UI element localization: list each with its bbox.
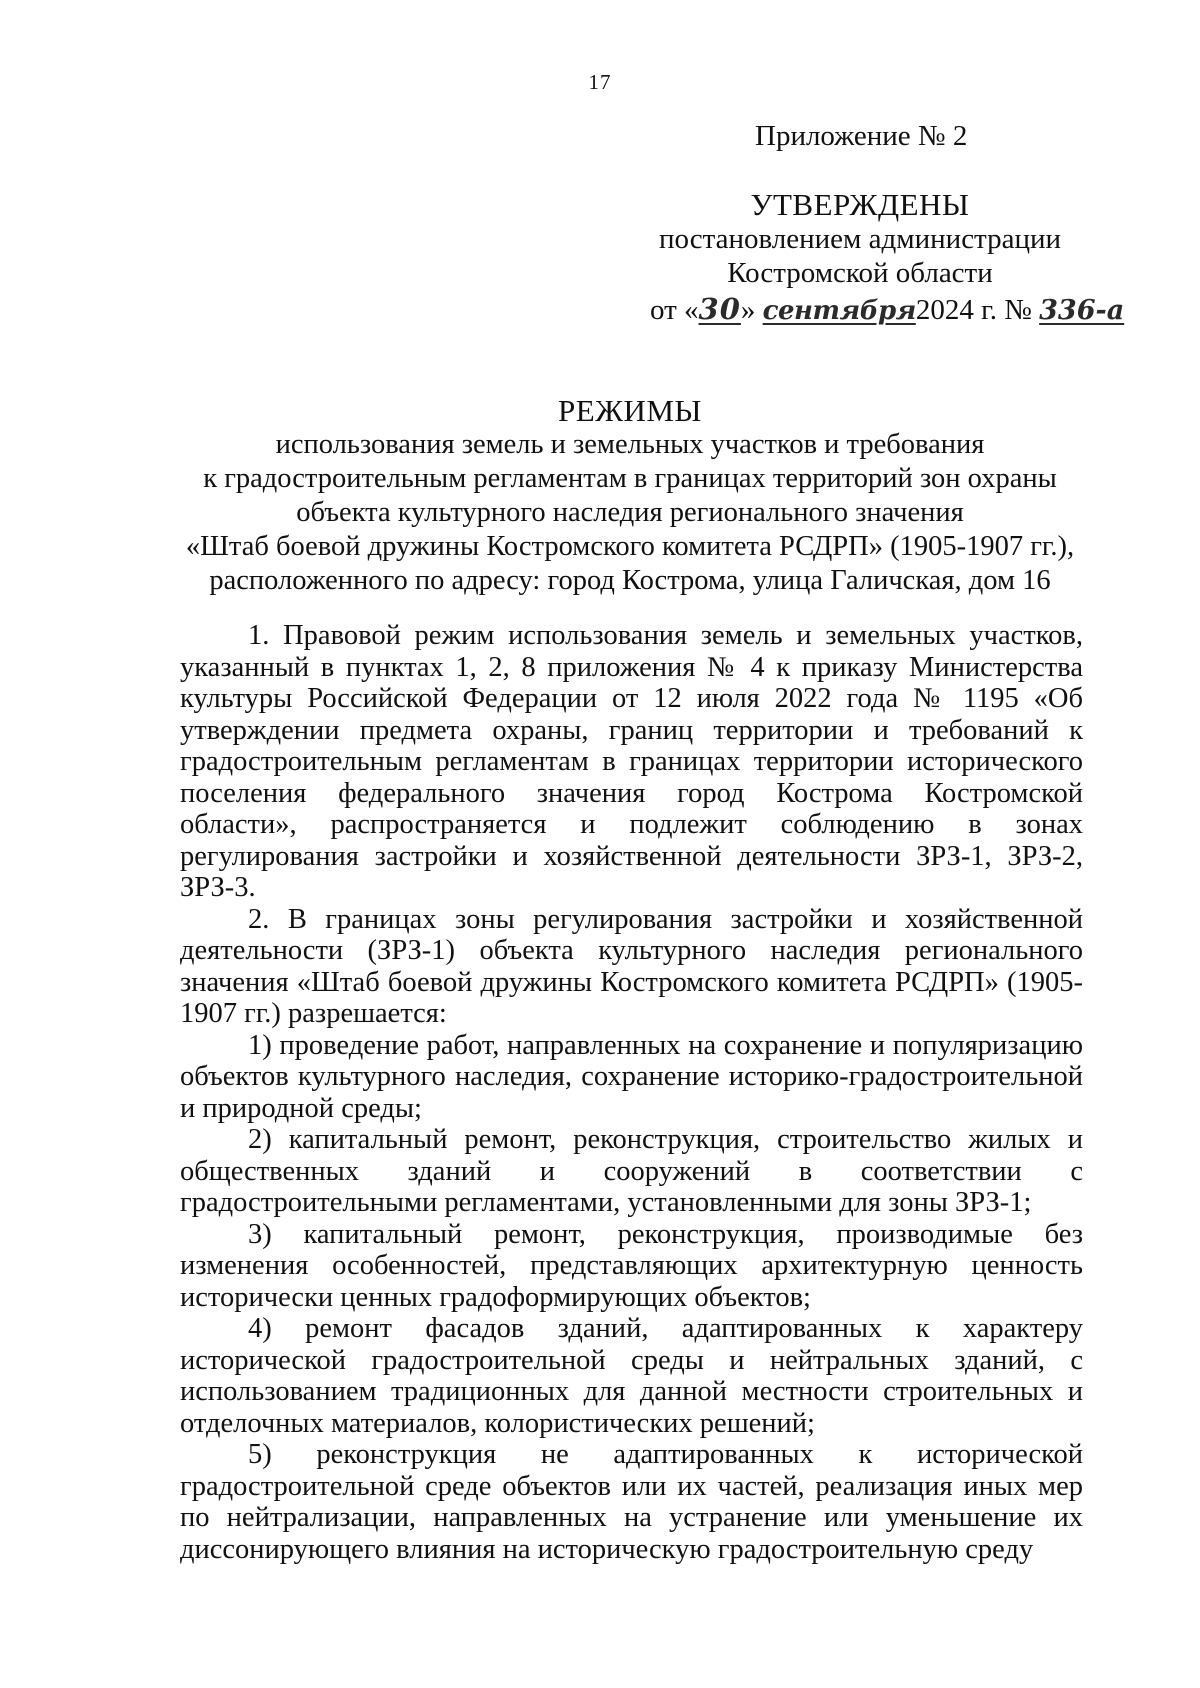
approval-line-2: Костромской области — [727, 257, 993, 289]
page-number: 17 — [588, 70, 612, 94]
list-item: 4) ремонт фасадов зданий, адаптированных к характеру исторической градостроительной среды и нейтральных зданий, с использованием традиционных для данной местности строительных и отделочных материалов, колористических решений; — [180, 1313, 1083, 1439]
subtitle-line: использования земель и земельных участков и требования — [275, 429, 985, 460]
list-item: 3) капитальный ремонт, реконструкция, производимые без изменения особенностей, представляющих архитектурную ценность исторически ценных градоформирующих объектов; — [180, 1218, 1083, 1313]
document-title: РЕЖИМЫ — [558, 393, 702, 428]
handwritten-day: 30 — [698, 292, 741, 326]
handwritten-month: сентября — [762, 296, 916, 326]
subtitle-line: «Штаб боевой дружины Костромского комитета РСДРП» (1905-1907 гг.), — [185, 531, 1075, 562]
subtitle-line: расположенного по адресу: город Кострома, улица Галичская, дом 16 — [209, 565, 1051, 596]
subtitle-line: объекта культурного наследия регионального значения — [296, 497, 964, 528]
date-quote-close: » — [740, 294, 756, 326]
list-item: 5) реконструкция не адаптированных к исторической градостроительной среде объектов или их частей, реализация иных мер по нейтрализации, направленных на устранение или уменьшение их диссонирующего влияния на историческую градостроительную среду — [180, 1439, 1083, 1565]
paragraph-legal-regime: 1. Правовой режим использования земель и земельных участков, указанный в пунктах 1, 2, 8 приложения № 4 к приказу Министерства культуры Российской Федерации от 12 июля 2022 года № 1195 «Об утверждении предмета охраны, границ территории и требований к градостроительным регламентам в границах территории исторического поселения федерального значения город Кострома Костромской области», распространяется и подлежит соблюдению в зонах регулирования застройки и хозяйственной деятельности ЗРЗ-1, ЗРЗ-2, ЗРЗ-3. — [180, 620, 1083, 903]
document-body — [180, 620, 1083, 1565]
approved-title: УТВЕРЖДЕНЫ — [750, 187, 970, 222]
approval-line-1: постановлением администрации — [658, 223, 1062, 255]
annex-label: Приложение № 2 — [755, 120, 968, 152]
approval-stamp-block — [640, 188, 1080, 290]
handwritten-doc-number: 336-а — [1039, 295, 1125, 326]
document-subtitle — [150, 428, 1110, 598]
approval-date-line — [650, 292, 1130, 327]
subtitle-line: к градостроительным регламентам в границах территорий зон охраны — [203, 463, 1057, 494]
list-item: 2) капитальный ремонт, реконструкция, строительство жилых и общественных зданий и сооружений в соответствии с градостроительными регламентами, установленными для зоны ЗРЗ-1; — [180, 1124, 1083, 1218]
date-prefix: от « — [650, 294, 699, 326]
paragraph-zrz1-allowed: 2. В границах зоны регулирования застройки и хозяйственной деятельности (ЗРЗ-1) объекта культурного наследия регионального значения «Штаб боевой дружины Костромского комитета РСДРП» (1905-1907 гг.) разрешается: — [180, 903, 1083, 1029]
list-item: 1) проведение работ, направленных на сохранение и популяризацию объектов культурного наследия, сохранение историко-градостроительной и природной среды; — [180, 1029, 1083, 1124]
date-year: 2024 г. № — [915, 294, 1040, 326]
